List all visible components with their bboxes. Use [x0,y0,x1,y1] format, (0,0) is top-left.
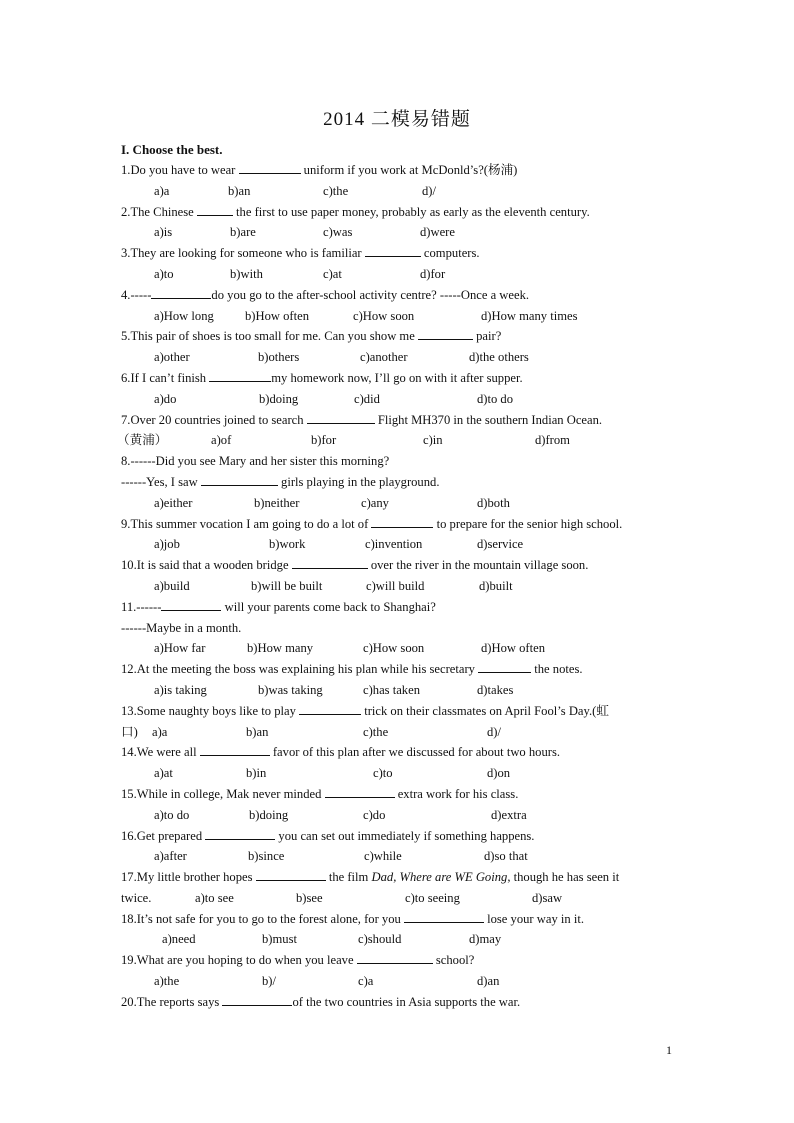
stem-text: of the two countries in Asia supports the war. [292,994,521,1009]
answer-blank [151,285,211,299]
answer-option[interactable]: c)do [363,807,386,822]
answer-option[interactable]: c)at [323,266,342,281]
question-stem [121,742,677,763]
answer-option[interactable]: d)extra [491,807,527,822]
answer-option[interactable]: a)other [154,350,190,365]
answer-options [117,430,677,451]
answer-options [121,971,677,992]
answer-option[interactable]: d)so that [484,849,528,864]
stem-text: 15.While in college, Mak never minded [121,786,325,801]
stem-text: trick on their classmates on April Fool’s Day.(虹 [361,703,609,718]
stem-text: 5.This pair of shoes is too small for me. Can you show me [121,329,418,344]
question-item [121,285,677,327]
answer-blank [201,472,278,486]
answer-option[interactable]: d)service [477,537,524,552]
answer-options [121,888,677,909]
stem-text: 9.This summer vocation I am going to do a lot of [121,516,372,531]
question-stem [121,410,677,431]
answer-option[interactable]: c)the [363,724,389,739]
page-title: 2014 二模易错题 [323,109,471,130]
answer-blank [307,410,375,424]
answer-blank [209,368,271,382]
stem-text: 7.Over 20 countries joined to search [121,412,307,427]
question-item [121,784,677,826]
answer-option[interactable]: b)since [248,849,285,864]
question-stem [121,202,677,223]
answer-option[interactable]: b)doing [249,807,289,822]
stem-text: my homework now, I’ll go on with it after supper. [271,370,523,385]
stem-text: 13.Some naughty boys like to play [121,703,300,718]
stem-text: 11.------ [121,599,162,614]
stem-text: 10.It is said that a wooden bridge [121,558,292,573]
answer-option[interactable]: b)see [296,890,323,905]
answer-blank [325,784,395,798]
answer-option[interactable]: d)to do [477,391,514,406]
option-line-lead: 口) [121,724,138,739]
answer-blank [197,202,233,216]
question-item [121,659,677,701]
answer-option[interactable]: c)invention [365,537,423,552]
film-title: Dad, Where are WE Going [371,870,508,885]
question-item [117,410,677,452]
answer-option[interactable]: a)a [154,183,170,198]
question-stem [121,514,677,535]
answer-option[interactable]: a)at [154,766,173,781]
answer-option[interactable]: d)saw [532,890,563,905]
answer-option[interactable]: b)are [230,225,256,240]
answer-option[interactable]: c)was [323,225,353,240]
answer-option[interactable]: a)a [152,724,168,739]
answer-option[interactable]: a)of [211,433,232,448]
question-item [121,451,677,513]
answer-option[interactable]: c)How soon [353,308,415,323]
answer-option[interactable]: a)How long [154,308,214,323]
stem-text: 6.If I can’t finish [121,370,210,385]
answer-option[interactable]: c)How soon [363,641,425,656]
answer-option[interactable]: c)should [358,932,402,947]
question-item [121,992,677,1013]
answer-option[interactable]: d)were [420,225,455,240]
answer-option[interactable]: a)to do [154,807,190,822]
answer-option[interactable]: c)any [361,495,389,510]
answer-option[interactable]: a)after [154,849,187,864]
stem-text: school? [432,953,475,968]
question-stem [121,826,677,847]
answer-blank [299,701,361,715]
answer-blank [200,742,270,756]
answer-option[interactable]: c)another [360,350,408,365]
stem-text: you can set out immediately if something happens. [275,828,535,843]
answer-blank [205,826,275,840]
answer-option[interactable]: c)to seeing [405,890,460,905]
question-item [121,826,677,868]
stem-text: 12.At the meeting the boss was explaining his plan while his secretary [121,662,479,677]
stem-text: do you go to the after-school activity centre? -----Once a week. [211,287,530,302]
answer-option[interactable]: b)others [258,350,300,365]
answer-options [121,576,677,597]
answer-option[interactable]: d)built [479,578,513,593]
answer-option[interactable]: b)How many [247,641,314,656]
question-list [117,160,677,1013]
stem-text: 14.We were all [121,745,200,760]
answer-options [121,222,677,243]
answer-blank [222,992,292,1006]
question-item [121,368,677,410]
answer-option[interactable]: b)doing [259,391,299,406]
question-stem-continuation [121,618,677,639]
stem-text: ------Yes, I saw [121,474,201,489]
answer-blank [404,909,484,923]
stem-text: girls playing in the playground. [277,474,440,489]
question-stem [121,950,677,971]
question-stem [121,597,677,618]
answer-options [121,638,677,659]
answer-option[interactable]: b)will be built [251,578,323,593]
answer-blank [371,514,433,528]
answer-option[interactable]: d)an [477,974,500,989]
answer-option[interactable]: b)in [246,766,267,781]
question-stem [121,326,677,347]
stem-text: 1.Do you have to wear [121,163,239,177]
question-stem [121,992,677,1013]
answer-options [121,181,677,202]
answer-option[interactable]: d)How often [481,641,546,656]
answer-option[interactable]: d)takes [477,682,514,697]
answer-option[interactable]: d)both [477,495,510,510]
page-number: 1 [666,1043,672,1057]
answer-option[interactable]: d)/ [422,183,436,198]
answer-options [121,493,677,514]
answer-option[interactable]: c)while [364,849,402,864]
answer-option[interactable]: a)job [154,537,180,552]
answer-option[interactable]: d)How many times [481,308,578,323]
question-stem [121,784,677,805]
question-item [121,514,677,556]
option-line-lead: （黄浦） [117,433,168,448]
stem-text: , though he has seen it [507,870,620,885]
stem-text: 19.What are you hoping to do when you leave [121,953,357,968]
answer-option[interactable]: a)How far [154,641,206,656]
answer-options [121,805,677,826]
answer-option[interactable]: b)neither [254,495,300,510]
question-item [121,867,677,909]
stem-text: computers. [420,246,480,261]
answer-option[interactable]: d)from [535,433,570,448]
answer-option[interactable]: c)a [358,974,374,989]
answer-blank [239,160,301,174]
answer-options [121,534,677,555]
answer-option[interactable]: d)/ [487,724,501,739]
stem-text: 20.The reports says [121,994,223,1009]
section-heading: I. Choose the best. [121,142,223,157]
stem-text: the film [325,870,372,885]
question-item [121,326,677,368]
answer-option[interactable]: a)do [154,391,177,406]
stem-text: 8.------Did you see Mary and her sister this morning? [121,454,390,469]
question-item [121,950,677,992]
question-item [121,909,677,951]
stem-text: over the river in the mountain village soon. [367,558,589,573]
stem-text: favor of this plan after we discussed for about two hours. [269,745,561,760]
stem-text: pair? [472,329,502,344]
answer-option[interactable]: a)to [154,266,174,281]
question-item [121,202,677,244]
answer-option[interactable]: b)for [311,433,337,448]
answer-option[interactable]: a)is taking [154,682,207,697]
stem-text: lose your way in it. [483,911,584,926]
answer-blank [292,555,368,569]
answer-option[interactable]: c)to [373,766,393,781]
answer-option[interactable]: d)on [487,766,511,781]
answer-option[interactable]: c)the [323,183,349,198]
stem-text: extra work for his class. [394,786,519,801]
answer-blank [365,243,421,257]
answer-option[interactable]: d)the others [469,350,529,365]
answer-option[interactable]: b)was taking [258,682,323,697]
answer-blank [418,326,473,340]
question-item [121,160,677,202]
answer-options [121,763,677,784]
answer-option[interactable]: c)did [354,391,380,406]
question-stem [121,160,677,181]
question-item [121,555,677,597]
answer-option[interactable]: a)is [154,225,173,240]
answer-options [121,929,677,950]
answer-options [121,846,677,867]
question-stem [121,243,677,264]
stem-text: will your parents come back to Shanghai? [221,599,436,614]
answer-blank [478,659,531,673]
question-stem [121,555,677,576]
stem-text: 16.Get prepared [121,828,206,843]
question-item [121,742,677,784]
question-stem [121,285,677,306]
answer-option[interactable]: d)may [469,932,502,947]
answer-option[interactable]: b)with [230,266,263,281]
stem-text: 2.The Chinese [121,204,197,219]
answer-option[interactable]: a)need [162,932,196,947]
option-line-lead: twice. [121,890,152,905]
answer-option[interactable]: b)must [262,932,297,947]
question-stem [121,659,677,680]
answer-option[interactable]: b)an [228,183,251,198]
answer-option[interactable]: a)the [154,974,180,989]
stem-text: to prepare for the senior high school. [433,516,623,531]
stem-text: 17.My little brother hopes [121,870,256,885]
answer-option[interactable]: a)to see [195,890,234,905]
answer-options [121,347,677,368]
answer-option[interactable]: a)build [154,578,190,593]
answer-option[interactable]: a)either [154,495,193,510]
answer-blank [256,867,326,881]
stem-text: 4.----- [121,287,152,302]
question-item [121,243,677,285]
stem-text: 18.It’s not safe for you to go to the forest alone, for you [121,911,404,926]
answer-blank [357,950,433,964]
question-stem [121,909,677,930]
answer-option[interactable]: c)has taken [363,682,420,697]
answer-option[interactable]: b)work [269,537,306,552]
answer-options [121,389,677,410]
question-stem-continuation [121,472,677,493]
answer-option[interactable]: c)will build [366,578,425,593]
answer-option[interactable]: d)for [420,266,446,281]
stem-text: the first to use paper money, probably as early as the eleventh century. [232,204,590,219]
answer-options [121,306,677,327]
stem-text: Flight MH370 in the southern Indian Ocean. [374,412,603,427]
question-stem [121,368,677,389]
stem-text: uniform if you work at McDonld’s?(杨浦) [300,163,518,177]
answer-blank [161,597,221,611]
stem-text: 3.They are looking for someone who is familiar [121,246,365,261]
answer-options [121,264,677,285]
question-item [121,701,677,743]
question-stem [121,867,677,888]
stem-text: ------Maybe in a month. [121,620,242,635]
answer-options [121,722,677,743]
question-stem [121,451,677,472]
question-item [121,597,677,659]
answer-option[interactable]: b)How often [245,308,310,323]
stem-text: the notes. [531,662,583,677]
answer-option[interactable]: b)an [246,724,269,739]
question-stem [121,701,677,722]
answer-option[interactable]: b)/ [262,974,276,989]
answer-option[interactable]: c)in [423,433,443,448]
answer-options [121,680,677,701]
